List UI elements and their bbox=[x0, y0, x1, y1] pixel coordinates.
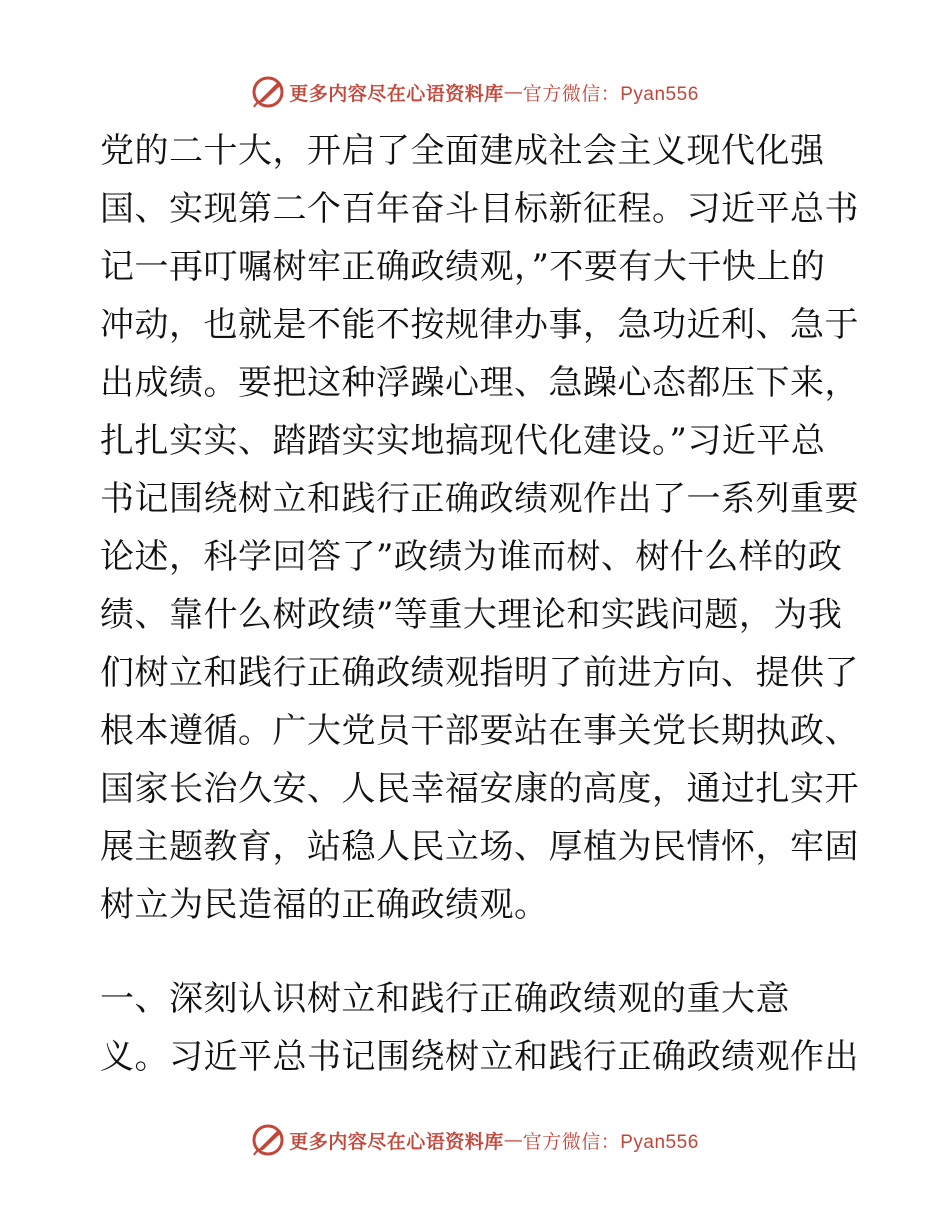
banner-brand-text: 更多内容尽在心语资料库 bbox=[289, 82, 504, 105]
banner-separator: — bbox=[503, 81, 523, 103]
document-body bbox=[100, 122, 860, 1086]
text-line: 记一再叮嘱树牢正确政绩观，”不要有大干快上的 bbox=[100, 247, 826, 287]
text-line: 根本遵循。广大党员干部要站在事关党长期执政、 bbox=[100, 711, 859, 751]
text-line: 展主题教育，站稳人民立场、厚植为民情怀，牢固 bbox=[100, 827, 859, 867]
text-line: 树立为民造福的正确政绩观。 bbox=[100, 885, 549, 925]
text-line: 论述，科学回答了”政绩为谁而树、树什么样的政 bbox=[100, 537, 843, 577]
text-line: 扎扎实实、踏踏实实地搞现代化建设。”习近平总 bbox=[100, 421, 826, 461]
footer-watermark-banner bbox=[0, 1120, 950, 1160]
quill-seal-logo-icon bbox=[251, 75, 285, 109]
banner-separator: — bbox=[503, 1129, 523, 1151]
text-line: 国家长治久安、人民幸福安康的高度，通过扎实开 bbox=[100, 769, 859, 809]
section-heading-line: 一、深刻认识树立和践行正确政绩观的重大意 bbox=[100, 979, 790, 1019]
text-line: 们树立和践行正确政绩观指明了前进方向、提供了 bbox=[100, 653, 859, 693]
banner-wechat-text: 官方微信：Pyan556 bbox=[522, 83, 699, 105]
text-line: 绩、靠什么树政绩”等重大理论和实践问题，为我 bbox=[100, 595, 843, 635]
quill-seal-logo-icon bbox=[251, 1123, 285, 1157]
text-line: 出成绩。要把这种浮躁心理、急躁心态都压下来， bbox=[100, 363, 859, 403]
paragraph-gap bbox=[100, 934, 860, 970]
banner-wechat-text: 官方微信：Pyan556 bbox=[522, 1131, 699, 1153]
text-line: 国、实现第二个百年奋斗目标新征程。习近平总书 bbox=[100, 189, 859, 229]
banner-brand-text: 更多内容尽在心语资料库 bbox=[289, 1130, 504, 1153]
text-line: 冲动，也就是不能不按规律办事，急功近利、急于 bbox=[100, 305, 859, 345]
text-line: 义。习近平总书记围绕树立和践行正确政绩观作出 bbox=[100, 1037, 859, 1077]
text-line: 书记围绕树立和践行正确政绩观作出了一系列重要 bbox=[100, 479, 859, 519]
header-watermark-banner bbox=[0, 72, 950, 112]
text-line: 党的二十大，开启了全面建成社会主义现代化强 bbox=[100, 131, 825, 171]
